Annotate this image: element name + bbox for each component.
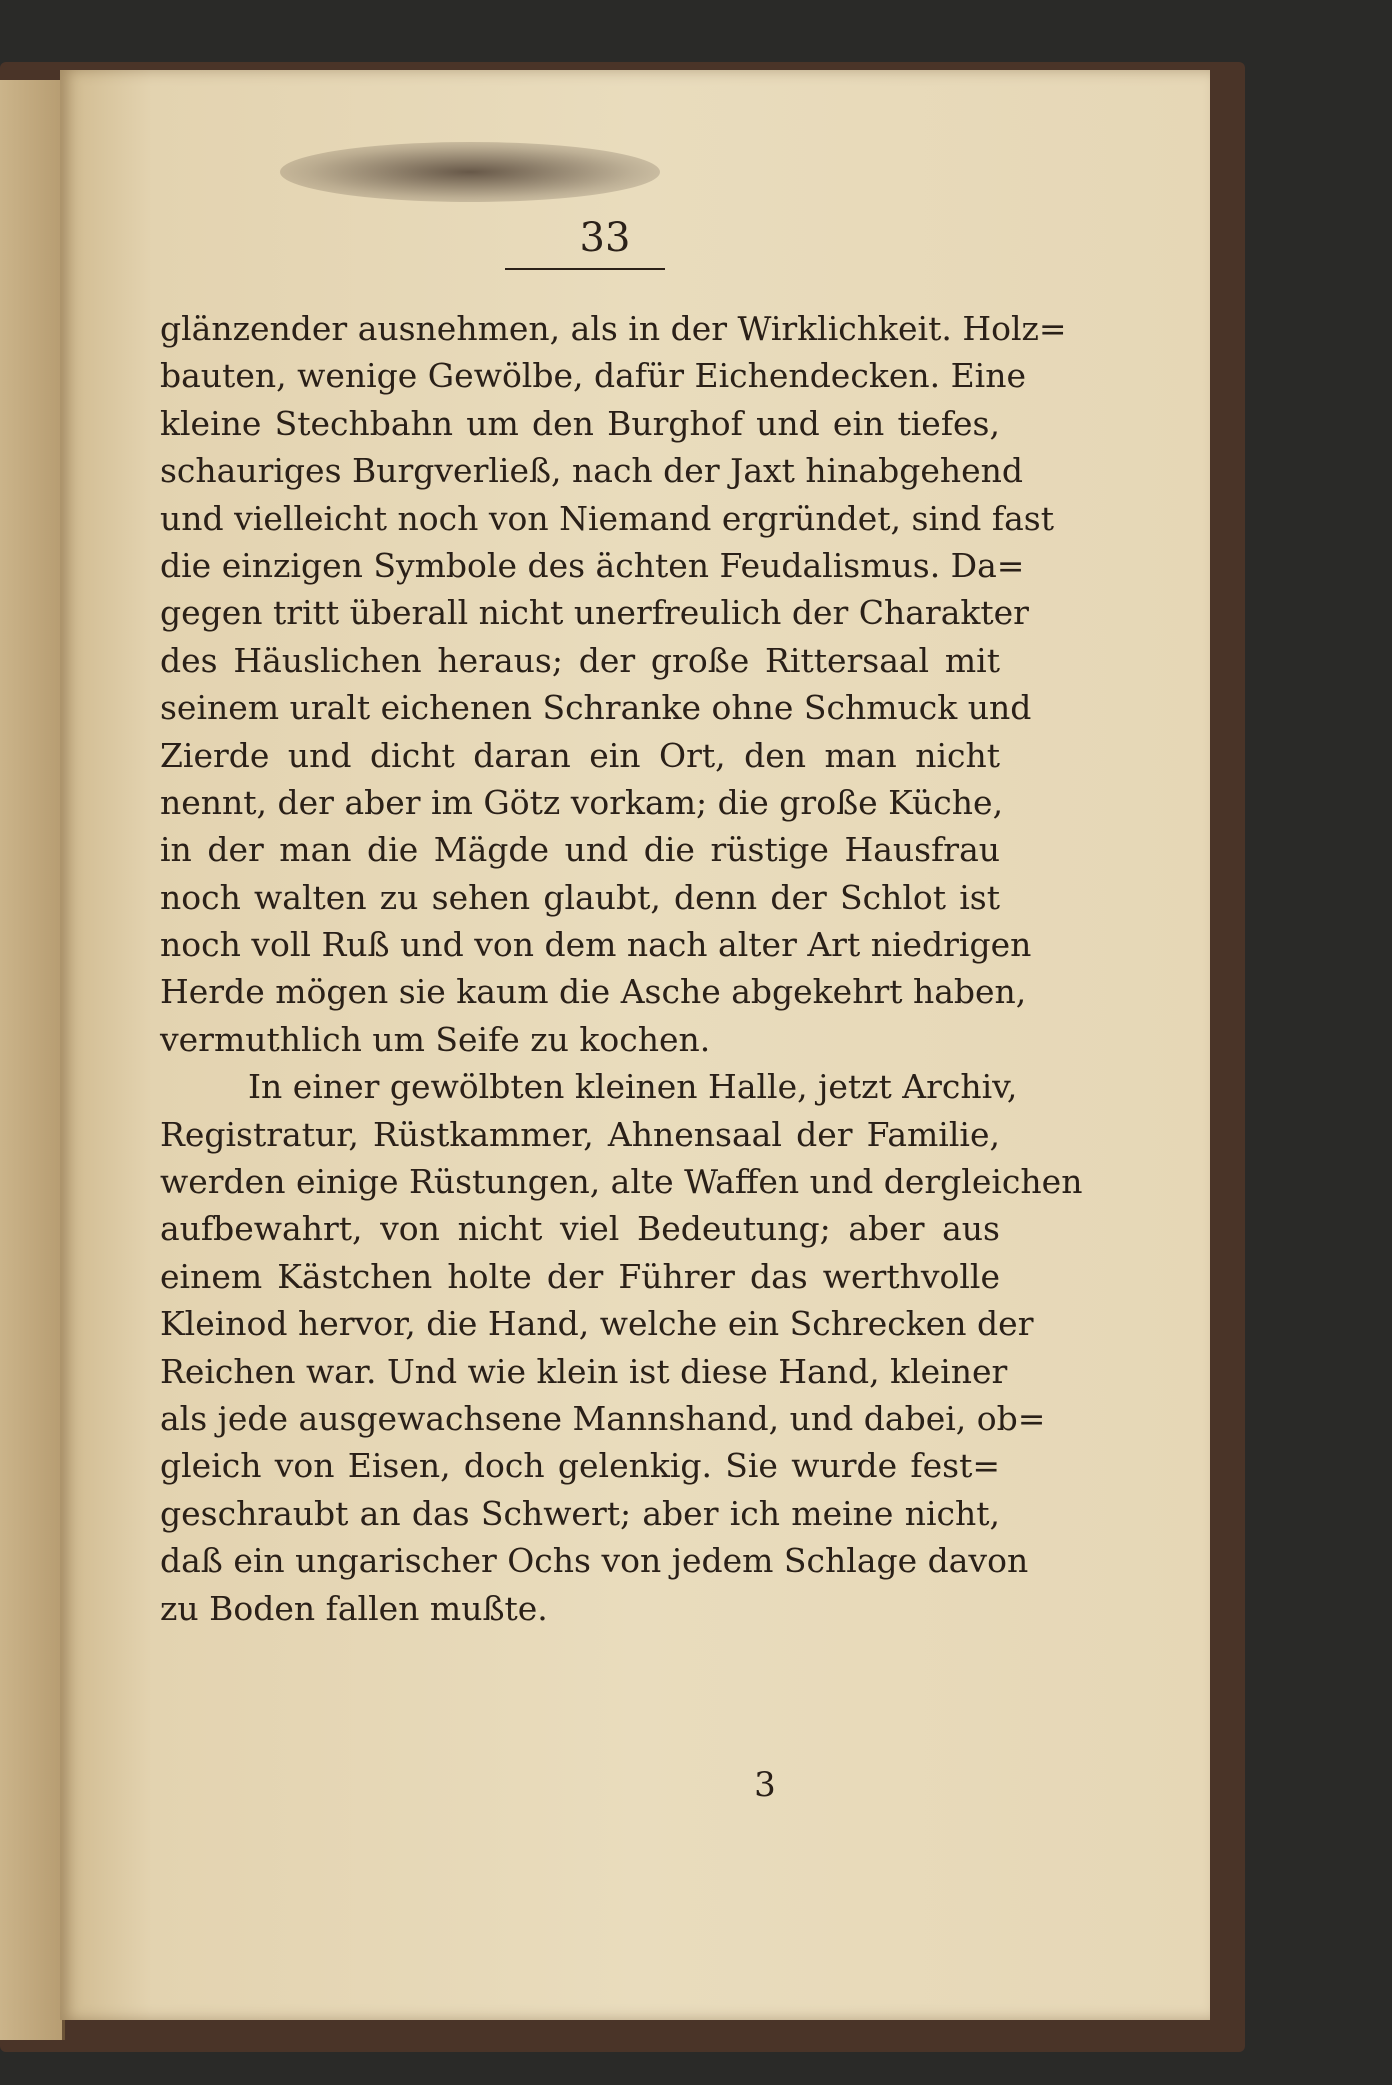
text-line: vermuthlich um Seife zu kochen. — [160, 1019, 711, 1059]
text-line: aufbewahrt, von nicht viel Bedeutung; aber aus — [160, 1209, 1000, 1249]
text-line: einem Kästchen holte der Führer das werthvolle — [160, 1256, 1000, 1296]
page-text — [160, 305, 1083, 1632]
text-line: werden einige Rüstungen, alte Waffen und dergleichen — [160, 1162, 1083, 1202]
signature-mark: 3 — [754, 1765, 776, 1805]
text-line: Herde mögen sie kaum die Asche abgekehrt haben, — [160, 972, 1027, 1012]
text-line: und vielleicht noch von Niemand ergründet, sind fast — [160, 498, 1054, 538]
facing-page-edge — [0, 80, 65, 2040]
text-line: Zierde und dicht daran ein Ort, den man nicht — [160, 735, 1000, 775]
text-line: bauten, wenige Gewölbe, dafür Eichendecken. Eine — [160, 356, 1027, 396]
page-number: 33 — [579, 215, 631, 261]
text-line: noch voll Ruß und von dem nach alter Art niedrigen — [160, 925, 1032, 965]
text-line: zu Boden fallen mußte. — [160, 1588, 548, 1628]
text-line: glänzender ausnehmen, als in der Wirklichkeit. Holz= — [160, 309, 1067, 348]
paragraph-2 — [160, 1063, 1083, 1632]
text-line: des Häuslichen heraus; der große Rittersaal mit — [160, 640, 1000, 680]
text-line: gegen tritt überall nicht unerfreulich der Charakter — [160, 593, 1029, 633]
text-line: Registratur, Rüstkammer, Ahnensaal der Familie, — [160, 1114, 1000, 1154]
text-line: als jede ausgewachsene Mannshand, und dabei, ob= — [160, 1398, 1046, 1438]
text-line: schauriges Burgverließ, nach der Jaxt hinabgehend — [160, 451, 1024, 491]
text-line: In einer gewölbten kleinen Halle, jetzt Archiv, — [248, 1067, 1018, 1107]
text-line: kleine Stechbahn um den Burghof und ein tiefes, — [160, 403, 1000, 443]
paragraph-1 — [160, 305, 1067, 1063]
text-line: in der man die Mägde und die rüstige Hausfrau — [160, 830, 1000, 870]
text-line: daß ein ungarischer Ochs von jedem Schlage davon — [160, 1541, 1029, 1581]
text-line: gleich von Eisen, doch gelenkig. Sie wurde fest= — [160, 1446, 1000, 1486]
text-line: Kleinod hervor, die Hand, welche ein Schrecken der — [160, 1304, 1034, 1344]
text-line: nennt, der aber im Götz vorkam; die große Küche, — [160, 782, 1004, 822]
text-line: geschraubt an das Schwert; aber ich meine nicht, — [160, 1493, 1000, 1533]
text-line: Reichen war. Und wie klein ist diese Hand, kleiner — [160, 1351, 1008, 1391]
text-line: die einzigen Symbole des ächten Feudalismus. Da= — [160, 545, 1025, 585]
text-line: seinem uralt eichenen Schranke ohne Schmuck und — [160, 688, 1032, 728]
page-number-rule — [505, 268, 665, 270]
text-line: noch walten zu sehen glaubt, denn der Schlot ist — [160, 877, 1000, 917]
page-stain — [280, 142, 660, 202]
